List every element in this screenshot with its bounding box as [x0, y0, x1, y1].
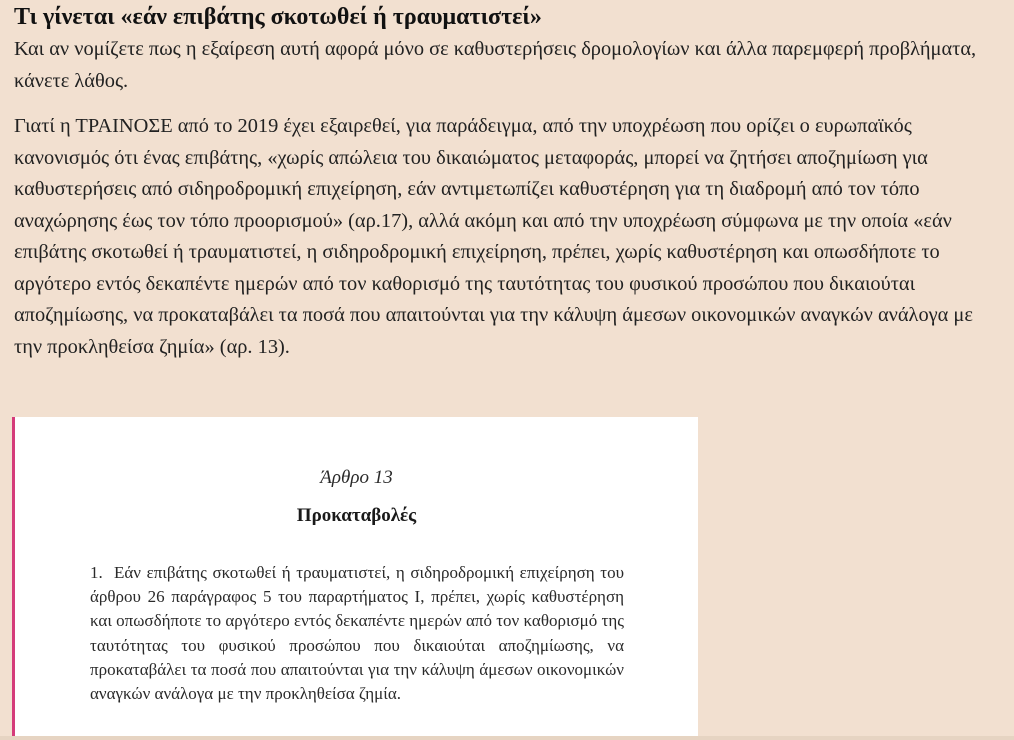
excerpt-article-title: Προκαταβολές	[296, 505, 417, 526]
body-paragraph: Γιατί η ΤΡΑΙΝΟΣΕ από το 2019 έχει εξαιρεθεί, για παράδειγμα, από την υποχρέωση που ορίζει ο ευρωπαϊκός κανονισμός ότι ένας επιβάτης, «χωρίς απώλεια του δικαιώματος μεταφοράς, μπορεί να ζητήσει αποζημίωση για καθυστερήσεις από σιδηροδρομική επιχείρηση, εάν αντιμετωπίζει καθυστέρηση για τη διαδρομή από τον τόπο αναχώρησης έως τον τόπο προορισμού» (αρ.17), αλλά ακόμη και από την υποχρέωση σύμφωνα με την οποία «εάν επιβάτης σκοτωθεί ή τραυματιστεί, η σιδηροδρομική επιχείρηση, πρέπει, χωρίς καθυστέρηση και οπωσδήποτε το αργότερο εντός δεκαπέντε ημερών από τον καθορισμό της ταυτότητας του φυσικού προσώπου που δικαιούται αποζημίωσης, να προκαταβάλει τα ποσά που απαιτούνται για την κάλυψη άμεσων οικονομικών αναγκών ανάλογα με την προκληθείσα ζημία» (αρ. 13).	[14, 115, 973, 358]
article-body	[14, 0, 1004, 363]
regulation-excerpt-image	[12, 417, 698, 740]
section-heading: Τι γίνεται «εάν επιβάτης σκοτωθεί ή τραυματιστεί»	[14, 4, 542, 30]
excerpt-item-text: Εάν επιβάτης σκοτωθεί ή τραυματιστεί, η σιδηροδρομική επιχείρηση του άρθρου 26 παράγραφος 5 του παραρτήματος I, πρέπει, χωρίς καθυστέρηση και οπωσδήποτε το αργότερο εντός δεκαπέντε ημερών από τον καθορισμό της ταυτότητας του φυσικού προσώπου που δικαιούται αποζημίωσης, να προκαταβάλει τα ποσά που απαιτούνται για την κάλυψη άμεσων οικονομικών αναγκών ανάλογα με την προκληθείσα ζημία.	[90, 563, 624, 704]
intro-paragraph: Και αν νομίζετε πως η εξαίρεση αυτή αφορά μόνο σε καθυστερήσεις δρομολογίων και άλλα παρεμφερή προβλήματα, κάνετε λάθος.	[14, 38, 977, 92]
excerpt-item	[90, 561, 624, 706]
excerpt-article-label: Άρθρο 13	[320, 467, 393, 488]
excerpt-item-number: 1.	[90, 563, 103, 582]
page-bottom-edge	[0, 736, 1014, 740]
